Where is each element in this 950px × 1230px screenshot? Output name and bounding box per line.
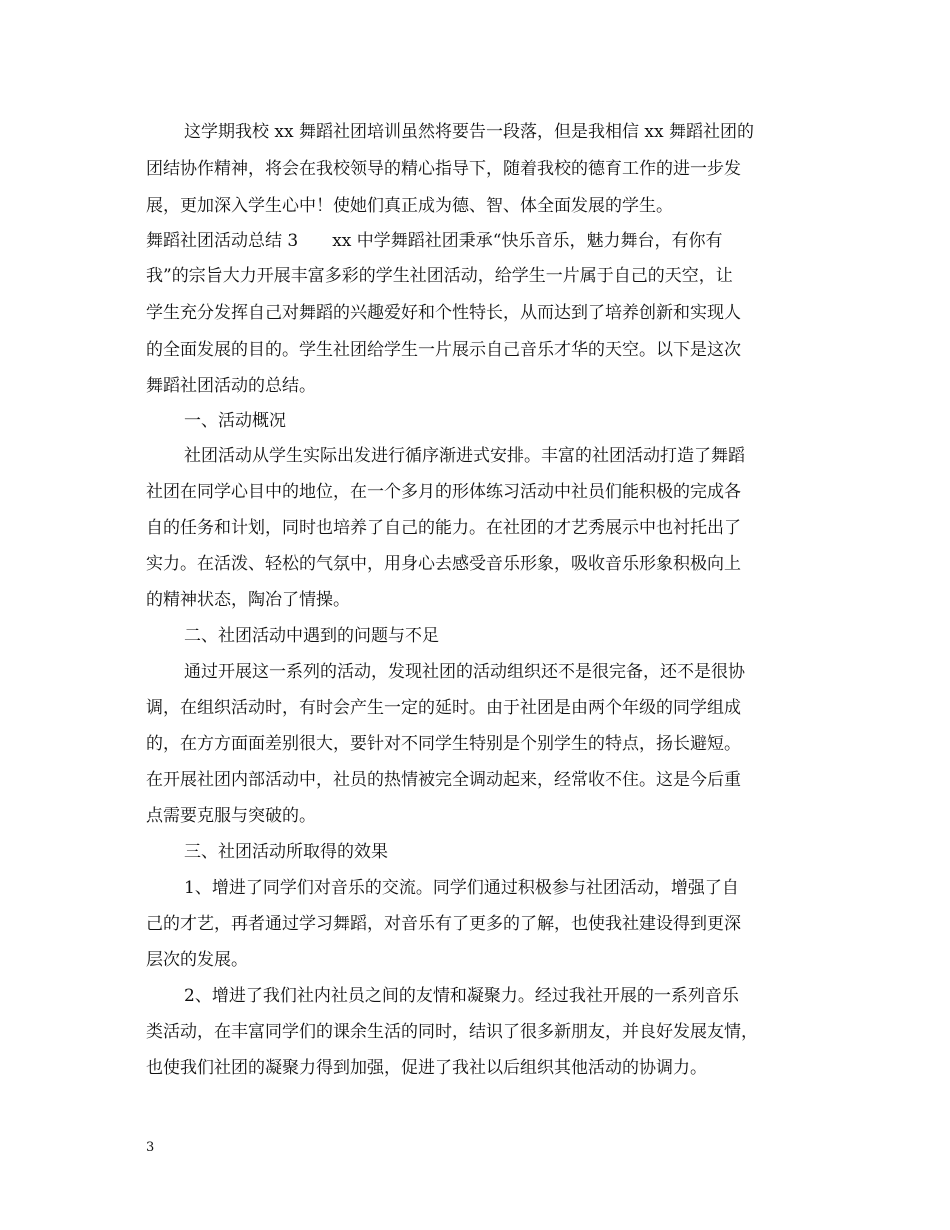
- paragraph-line: 学生充分发挥自己对舞蹈的兴趣爱好和个性特长，从而达到了培养创新和实现人: [146, 303, 741, 323]
- paragraph-line: 层次的发展。: [146, 950, 248, 970]
- section-heading: 三、社团活动所取得的效果: [184, 842, 388, 862]
- paragraph-line: 点需要克服与突破的。: [146, 806, 316, 826]
- paragraph-line: 的，在方方面面差别很大，要针对不同学生特别是个别学生的特点，扬长避短。: [146, 734, 741, 754]
- paragraph-line: 社团活动从学生实际出发进行循序渐进式安排。丰富的社团活动打造了舞蹈: [184, 446, 745, 466]
- section-heading: 一、活动概况: [184, 411, 286, 431]
- paragraph-line: 调，在组织活动时，有时会产生一定的延时。由于社团是由两个年级的同学组成: [146, 698, 741, 718]
- paragraph-line: 社团在同学心目中的地位，在一个多月的形体练习活动中社员们能积极的完成各: [146, 482, 741, 502]
- paragraph-line: 的精神状态，陶冶了情操。: [146, 590, 350, 610]
- paragraph-line: 1、增进了同学们对音乐的交流。同学们通过积极参与社团活动，增强了自: [184, 878, 739, 898]
- paragraph-line: 实力。在活泼、轻松的气氛中，用身心去感受音乐形象，吸收音乐形象积极向上: [146, 554, 741, 574]
- page-number: 3: [146, 1140, 155, 1155]
- paragraph-line: 己的才艺，再者通过学习舞蹈，对音乐有了更多的了解，也使我社建设得到更深: [146, 914, 741, 934]
- paragraph-line: 这学期我校 xx 舞蹈社团培训虽然将要告一段落，但是我相信 xx 舞蹈社团的: [184, 122, 754, 142]
- paragraph-line: 自的任务和计划，同时也培养了自己的能力。在社团的才艺秀展示中也衬托出了: [146, 518, 741, 538]
- paragraph-line: 也使我们社团的凝聚力得到加强，促进了我社以后组织其他活动的协调力。: [146, 1058, 707, 1078]
- paragraph-line: 舞蹈社团活动的总结。: [146, 376, 316, 396]
- paragraph-line: 在开展社团内部活动中，社员的热情被完全调动起来，经常收不住。这是今后重: [146, 770, 741, 790]
- paragraph-line: 展，更加深入学生心中！使她们真正成为德、智、体全面发展的学生。: [146, 196, 673, 216]
- section-heading: 二、社团活动中遇到的问题与不足: [184, 626, 439, 646]
- paragraph-line: 我”的宗旨大力开展丰富多彩的学生社团活动，给学生一片属于自己的天空，让: [146, 266, 733, 286]
- paragraph-line: 通过开展这一系列的活动，发现社团的活动组织还不是很完备，还不是很协: [184, 662, 745, 682]
- paragraph-line: 的全面发展的目的。学生社团给学生一片展示自己音乐才华的天空。以下是这次: [146, 340, 741, 360]
- paragraph-line: 类活动，在丰富同学们的课余生活的同时，结识了很多新朋友，并良好发展友情，: [146, 1022, 758, 1042]
- paragraph-line: 2、增进了我们社内社员之间的友情和凝聚力。经过我社开展的一系列音乐: [184, 986, 739, 1006]
- paragraph-line: 团结协作精神，将会在我校领导的精心指导下，随着我校的德育工作的进一步发: [146, 159, 741, 179]
- paragraph-line: 舞蹈社团活动总结 3 xx 中学舞蹈社团秉承“快乐音乐，魅力舞台，有你有: [146, 231, 723, 251]
